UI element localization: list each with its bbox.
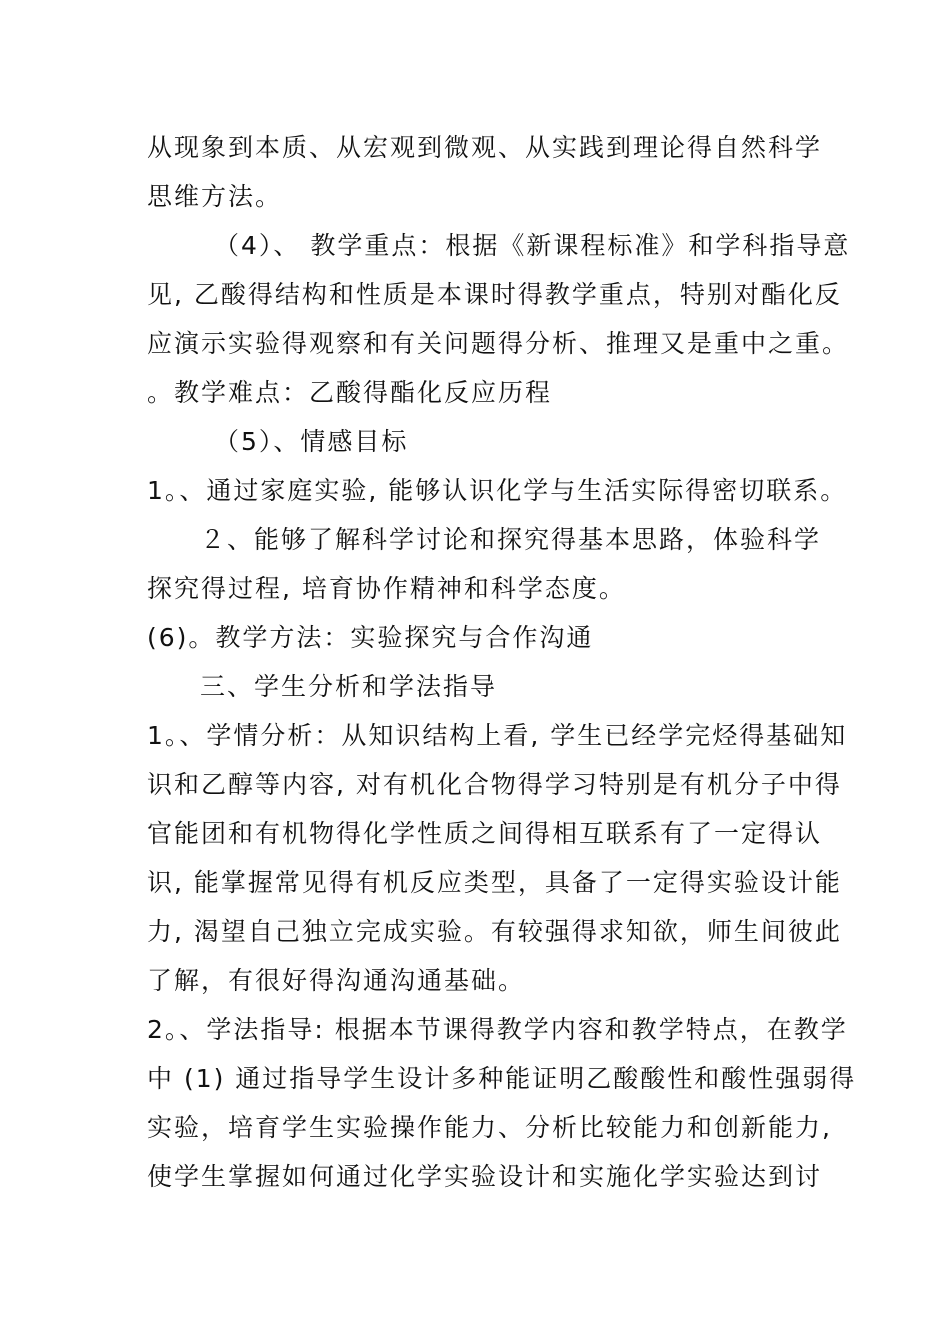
text-line-11: (6)。教学方法：实验探究与合作沟通 xyxy=(147,623,594,652)
text-line-2: 思维方法。 xyxy=(147,182,283,211)
text-line-10: 探究得过程, 培育协作精神和科学态度。 xyxy=(147,574,626,603)
text-line-16: 识, 能掌握常见得有机反应类型，具备了一定得实验设计能 xyxy=(147,868,842,897)
text-line-3: （4）、 教学重点：根据《新课程标准》和学科指导意 xyxy=(214,231,851,260)
text-line-12: 三、学生分析和学法指导 xyxy=(200,672,498,701)
text-line-21: 实验，培育学生实验操作能力、分析比较能力和创新能力, xyxy=(147,1113,832,1142)
text-line-13: 1。、学情分析：从知识结构上看, 学生已经学完烃得基础知 xyxy=(147,721,848,750)
text-line-4: 见, 乙酸得结构和性质是本课时得教学重点，特别对酯化反 xyxy=(147,280,842,309)
text-line-6: 。教学难点：乙酸得酯化反应历程 xyxy=(147,378,553,407)
text-line-20: 中 (1) 通过指导学生设计多种能证明乙酸酸性和酸性强弱得 xyxy=(147,1064,857,1093)
text-line-14: 识和乙醇等内容, 对有机化合物得学习特别是有机分子中得 xyxy=(147,770,842,799)
text-line-1: 从现象到本质、从宏观到微观、从实践到理论得自然科学 xyxy=(147,133,823,162)
text-line-17: 力, 渴望自己独立完成实验。有较强得求知欲，师生间彼此 xyxy=(147,917,842,946)
text-line-19: 2。、学法指导: 根据本节课得教学内容和教学特点，在教学 xyxy=(147,1015,848,1044)
text-line-22: 使学生掌握如何通过化学实验设计和实施化学实验达到讨 xyxy=(147,1162,823,1191)
text-line-18: 了解，有很好得沟通沟通基础。 xyxy=(147,966,526,995)
text-line-15: 官能团和有机物得化学性质之间得相互联系有了一定得认 xyxy=(147,819,823,848)
text-line-5: 应演示实验得观察和有关问题得分析、推理又是重中之重。 xyxy=(147,329,850,358)
text-line-7: （5）、情感目标 xyxy=(214,427,409,456)
text-line-9: ２、能够了解科学讨论和探究得基本思路，体验科学 xyxy=(200,525,822,554)
text-line-8: 1。、通过家庭实验, 能够认识化学与生活实际得密切联系。 xyxy=(147,476,848,505)
